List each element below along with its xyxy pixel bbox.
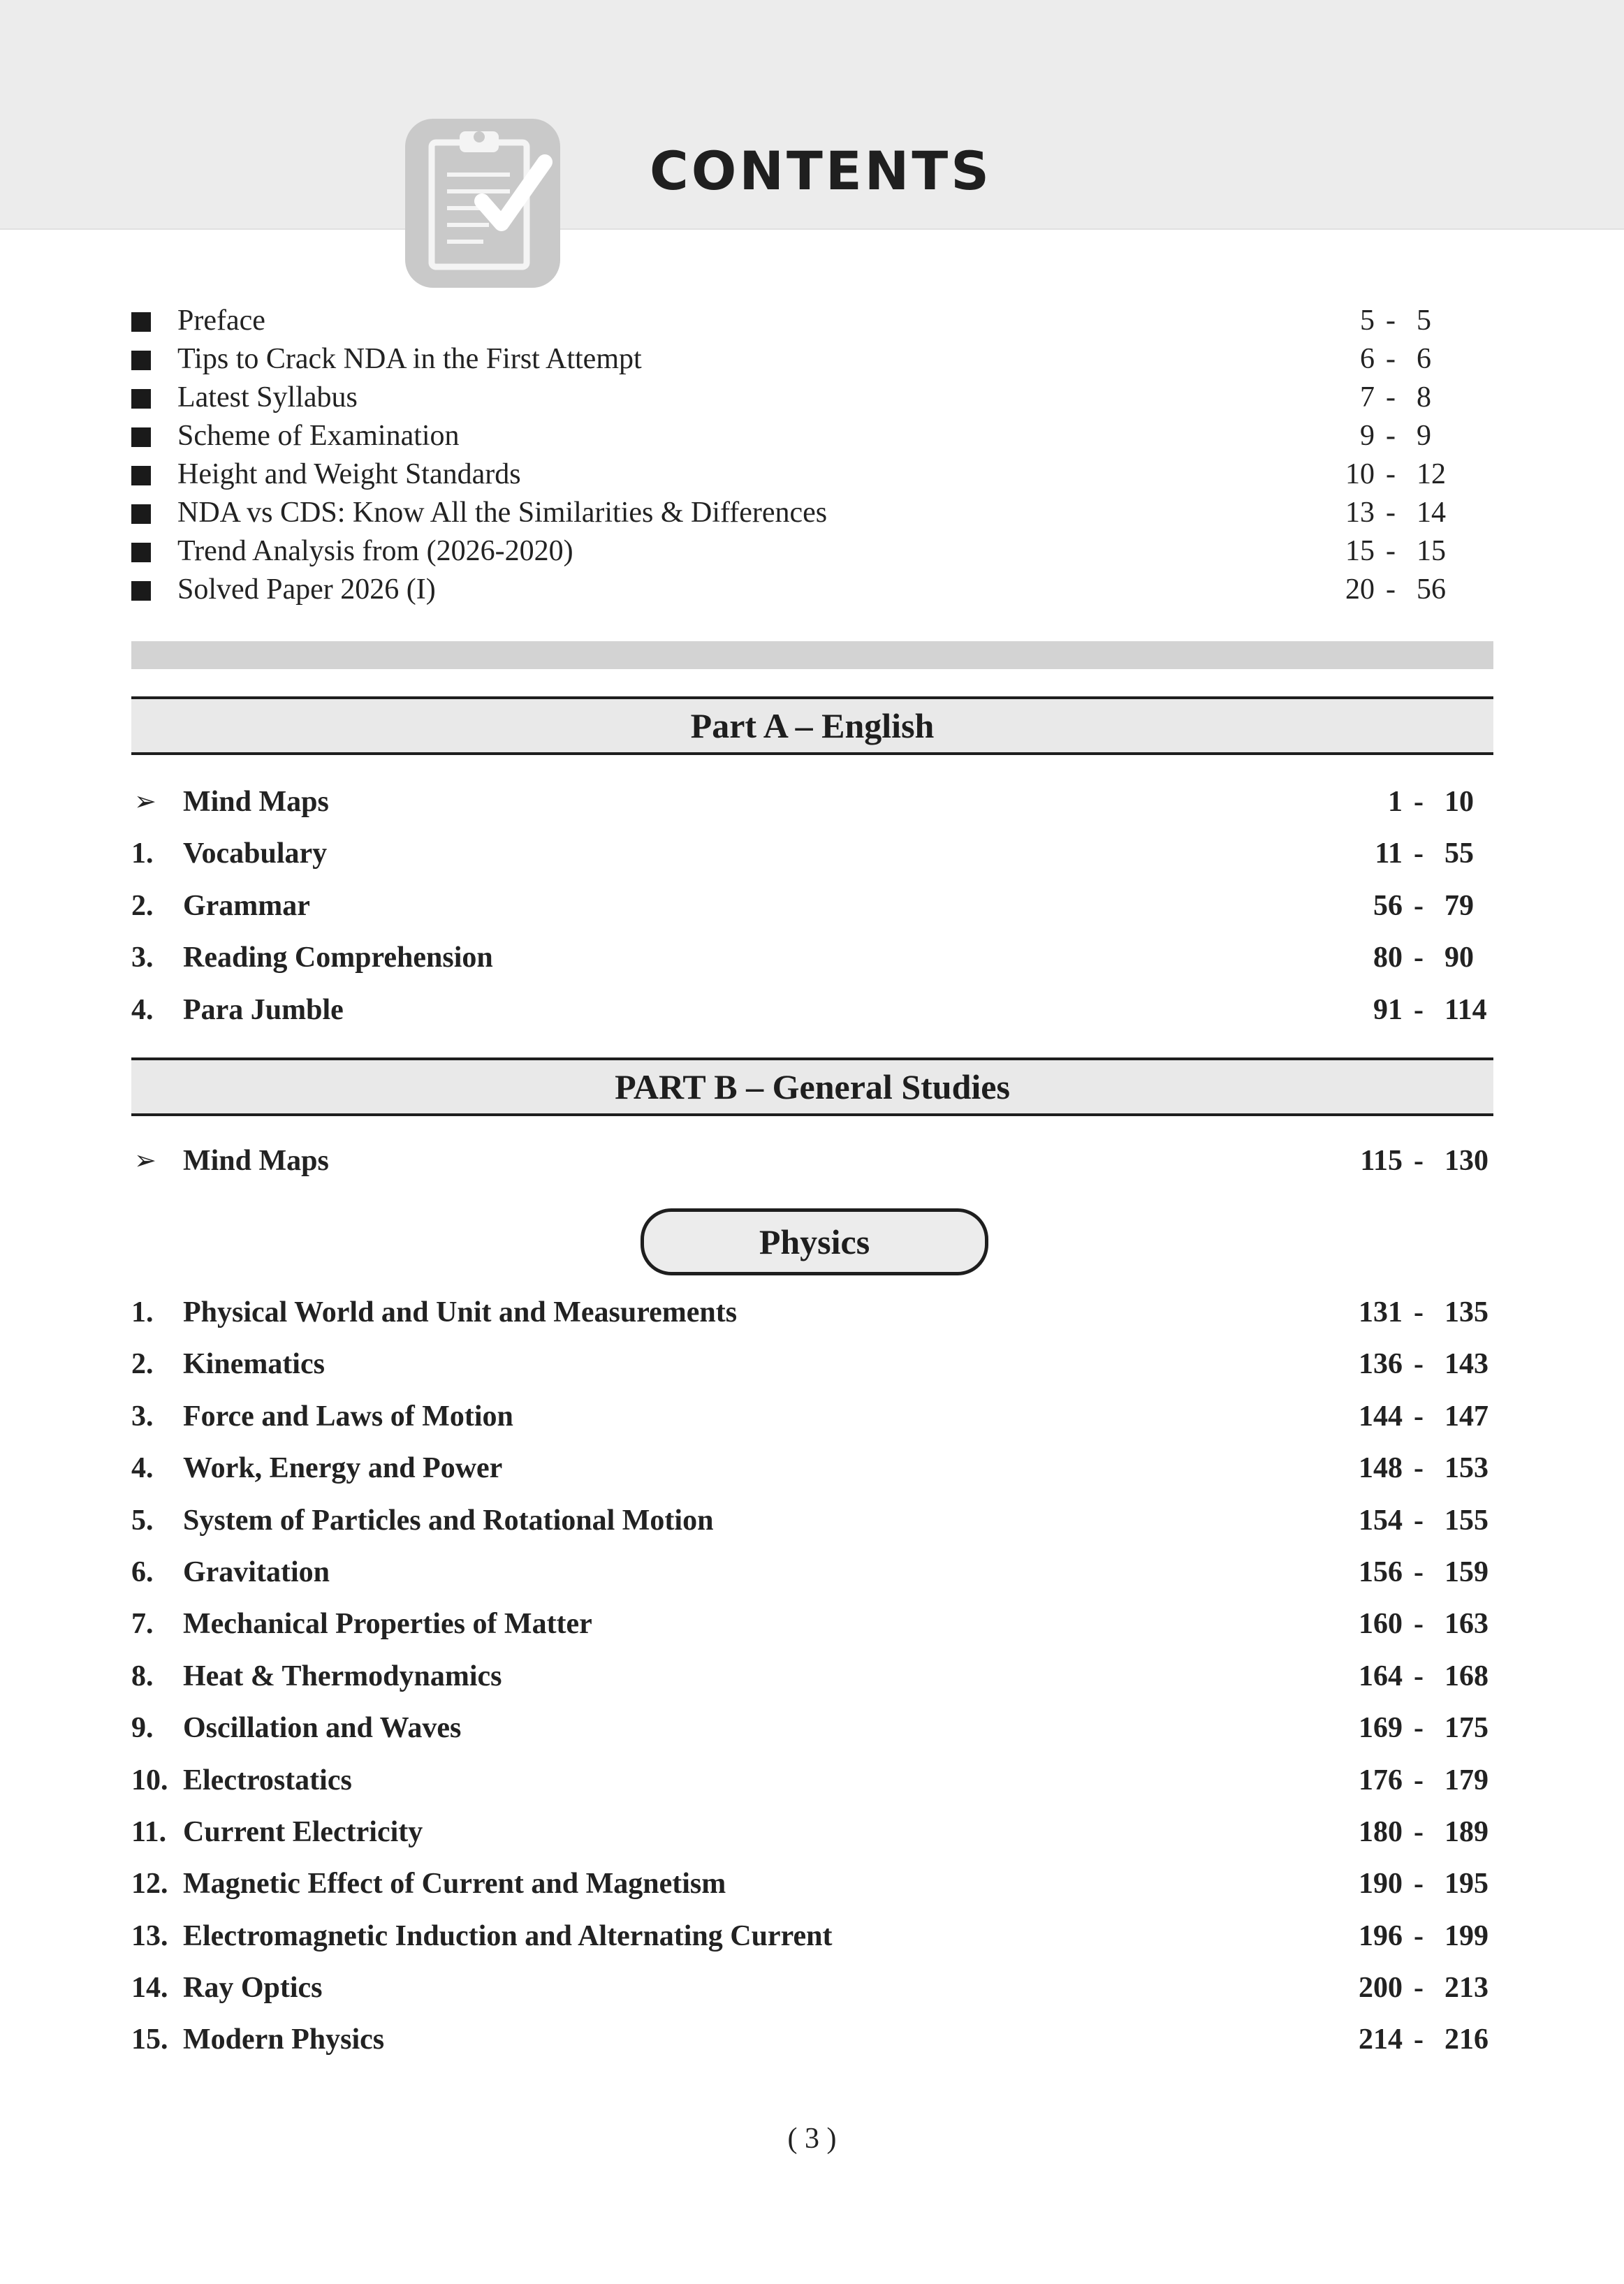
page-end: 189 [1444, 1815, 1488, 1848]
item-label: Kinematics [183, 1348, 325, 1381]
square-bullet-icon [131, 312, 151, 332]
page-range [1291, 455, 1472, 494]
square-bullet-icon [131, 543, 151, 562]
front-matter-item [131, 302, 1472, 340]
item-number: 13. [131, 1919, 168, 1952]
arrow-bullet-icon: ➢ [134, 1146, 156, 1176]
page-end: 179 [1444, 1764, 1488, 1796]
page-end: 199 [1444, 1919, 1488, 1952]
page-range [1319, 1702, 1500, 1754]
page-start: 91 [1373, 993, 1403, 1026]
page-range [1319, 1442, 1500, 1494]
toc-item [131, 1806, 1493, 1858]
page-end: 6 [1417, 343, 1431, 375]
page-range [1319, 828, 1500, 879]
toc-item [131, 1546, 1493, 1598]
page-end: 130 [1444, 1145, 1488, 1177]
item-number: 3. [131, 942, 154, 974]
item-number: 5. [131, 1504, 154, 1537]
page-start: 10 [1345, 458, 1375, 490]
item-label: Ray Optics [183, 1972, 323, 2005]
item-label: NDA vs CDS: Know All the Similarities & Differences [177, 497, 828, 529]
page-range [1319, 1806, 1500, 1858]
item-number: 7. [131, 1608, 154, 1641]
item-label: Trend Analysis from (2026-2020) [177, 535, 573, 567]
page-range [1319, 1650, 1500, 1702]
range-dash: - [1386, 573, 1396, 606]
toc-item [131, 1338, 1493, 1390]
item-number: 15. [131, 2023, 168, 2056]
page-range [1319, 1962, 1500, 2014]
range-dash: - [1386, 535, 1396, 567]
page-start: 156 [1359, 1555, 1403, 1588]
range-dash: - [1414, 1555, 1424, 1588]
item-label: Work, Energy and Power [183, 1452, 503, 1485]
page-end: 195 [1444, 1868, 1488, 1901]
page-range [1319, 1910, 1500, 1962]
range-dash: - [1386, 497, 1396, 529]
toc-item [131, 828, 1493, 879]
range-dash: - [1414, 993, 1424, 1026]
page-start: 180 [1359, 1815, 1403, 1848]
item-number: 14. [131, 1972, 168, 2005]
page-range [1319, 984, 1500, 1036]
page-range [1319, 1598, 1500, 1650]
page-start: 20 [1345, 573, 1375, 606]
page-range [1319, 1287, 1500, 1338]
page-end: 14 [1417, 497, 1446, 529]
page-start: 131 [1359, 1296, 1403, 1328]
page-end: 147 [1444, 1400, 1488, 1433]
page-end: 175 [1444, 1712, 1488, 1745]
range-dash: - [1414, 889, 1424, 922]
page-start: 160 [1359, 1608, 1403, 1641]
item-number: 2. [131, 889, 154, 922]
page-range [1319, 1391, 1500, 1442]
item-label: Mind Maps [183, 1145, 329, 1177]
page-end: 216 [1444, 2023, 1488, 2056]
square-bullet-icon [131, 504, 151, 524]
page-end: 56 [1417, 573, 1446, 606]
item-label: Tips to Crack NDA in the First Attempt [177, 343, 642, 375]
toc-item [131, 1287, 1493, 1338]
range-dash: - [1414, 1919, 1424, 1952]
item-label: System of Particles and Rotational Motion [183, 1504, 714, 1537]
toc-item [131, 1702, 1493, 1754]
item-label: Electrostatics [183, 1764, 352, 1796]
page-start: 169 [1359, 1712, 1403, 1745]
page-start: 176 [1359, 1764, 1403, 1796]
page-start: 5 [1360, 305, 1375, 337]
square-bullet-icon [131, 581, 151, 601]
toc-item [131, 932, 1493, 983]
toc-item [131, 1442, 1493, 1494]
page-end: 90 [1444, 942, 1474, 974]
page-range [1319, 1338, 1500, 1390]
page-start: 13 [1345, 497, 1375, 529]
range-dash: - [1414, 2023, 1424, 2056]
page-end: 55 [1444, 837, 1474, 870]
page-start: 7 [1360, 381, 1375, 413]
page-end: 114 [1444, 993, 1487, 1026]
range-dash: - [1414, 1815, 1424, 1848]
page-end: 5 [1417, 305, 1431, 337]
page-end: 213 [1444, 1972, 1488, 2005]
toc-item [131, 1755, 1493, 1806]
range-dash: - [1414, 1296, 1424, 1328]
physics-chapter-list [131, 1287, 1493, 2066]
item-number: 10. [131, 1764, 168, 1796]
page-range [1319, 1858, 1500, 1910]
page-range [1291, 340, 1472, 379]
part-b-header: PART B – General Studies [131, 1057, 1493, 1116]
page-end: 15 [1417, 535, 1446, 567]
page-title: CONTENTS [650, 140, 992, 202]
item-label: Magnetic Effect of Current and Magnetism [183, 1868, 726, 1901]
front-matter-item [131, 455, 1472, 494]
item-label: Modern Physics [183, 2023, 385, 2056]
item-number: 2. [131, 1348, 154, 1381]
item-number: 6. [131, 1555, 154, 1588]
item-label: Height and Weight Standards [177, 458, 521, 490]
page-end: 163 [1444, 1608, 1488, 1641]
page-start: 11 [1375, 837, 1403, 870]
page-range [1319, 880, 1500, 932]
page-end: 168 [1444, 1660, 1488, 1692]
page-range [1291, 302, 1472, 340]
front-matter-item [131, 571, 1472, 609]
page-start: 115 [1360, 1145, 1403, 1177]
page-range [1319, 1495, 1500, 1546]
item-label: Solved Paper 2026 (I) [177, 573, 436, 606]
front-matter-item [131, 340, 1472, 379]
page-end: 8 [1417, 381, 1431, 413]
item-label: Para Jumble [183, 993, 344, 1026]
item-label: Physical World and Unit and Measurements [183, 1296, 738, 1328]
range-dash: - [1386, 381, 1396, 413]
range-dash: - [1386, 458, 1396, 490]
item-number: 4. [131, 993, 154, 1026]
item-number: 4. [131, 1452, 154, 1485]
toc-item [131, 984, 1493, 1036]
page-start: 6 [1360, 343, 1375, 375]
toc-item [131, 1495, 1493, 1546]
item-label: Scheme of Examination [177, 420, 460, 452]
toc-item [131, 1650, 1493, 1702]
range-dash: - [1414, 1712, 1424, 1745]
item-number: 8. [131, 1660, 154, 1692]
range-dash: - [1414, 1660, 1424, 1692]
item-number: 12. [131, 1868, 168, 1901]
range-dash: - [1414, 1452, 1424, 1485]
page-start: 214 [1359, 2023, 1403, 2056]
item-label: Current Electricity [183, 1815, 423, 1848]
range-dash: - [1414, 1145, 1424, 1177]
page-range [1319, 1755, 1500, 1806]
front-matter-item [131, 532, 1472, 571]
toc-item [131, 1962, 1493, 2014]
range-dash: - [1414, 1868, 1424, 1901]
physics-section-heading: Physics [641, 1208, 988, 1275]
page-start: 200 [1359, 1972, 1403, 2005]
range-dash: - [1414, 1504, 1424, 1537]
page-start: 136 [1359, 1348, 1403, 1381]
item-label: Electromagnetic Induction and Alternating Current [183, 1919, 833, 1952]
range-dash: - [1414, 837, 1424, 870]
item-number: 1. [131, 837, 154, 870]
english-chapter-list [131, 776, 1493, 1036]
item-number: 9. [131, 1712, 154, 1745]
page-range [1291, 532, 1472, 571]
range-dash: - [1414, 786, 1424, 818]
page-range [1291, 417, 1472, 455]
item-label: Grammar [183, 889, 310, 922]
clipboard-check-icon [405, 119, 560, 288]
range-dash: - [1414, 1348, 1424, 1381]
toc-item [131, 2014, 1493, 2065]
item-label: Mind Maps [183, 786, 329, 818]
item-number: 11. [131, 1815, 167, 1848]
page-range [1291, 379, 1472, 417]
range-dash: - [1386, 343, 1396, 375]
front-matter-item [131, 417, 1472, 455]
front-matter-item [131, 494, 1472, 532]
square-bullet-icon [131, 389, 151, 409]
square-bullet-icon [131, 351, 151, 370]
range-dash: - [1386, 305, 1396, 337]
page-end: 143 [1444, 1348, 1488, 1381]
toc-item [131, 1598, 1493, 1650]
item-number: 1. [131, 1296, 154, 1328]
range-dash: - [1414, 1400, 1424, 1433]
page-start: 190 [1359, 1868, 1403, 1901]
page-end: 155 [1444, 1504, 1488, 1537]
toc-item [131, 1858, 1493, 1910]
item-label: Reading Comprehension [183, 942, 493, 974]
page-start: 154 [1359, 1504, 1403, 1537]
item-label: Vocabulary [183, 837, 328, 870]
page-end: 135 [1444, 1296, 1488, 1328]
range-dash: - [1414, 942, 1424, 974]
page-end: 79 [1444, 889, 1474, 922]
page-range [1319, 1546, 1500, 1598]
item-label: Gravitation [183, 1555, 330, 1588]
general-studies-mind-maps [131, 1135, 1493, 1187]
page-end: 9 [1417, 420, 1431, 452]
page-start: 1 [1388, 786, 1403, 818]
toc-item [131, 1910, 1493, 1962]
page-number: ( 3 ) [787, 2123, 837, 2155]
page-start: 9 [1360, 420, 1375, 452]
toc-item-mind-maps [131, 776, 1493, 828]
item-label: Oscillation and Waves [183, 1712, 462, 1745]
range-dash: - [1386, 420, 1396, 452]
page-end: 12 [1417, 458, 1446, 490]
square-bullet-icon [131, 466, 151, 485]
page-start: 148 [1359, 1452, 1403, 1485]
page-range [1319, 776, 1500, 828]
page-end: 153 [1444, 1452, 1488, 1485]
range-dash: - [1414, 1764, 1424, 1796]
page-range [1319, 932, 1500, 983]
page-range [1319, 1135, 1500, 1187]
item-number: 3. [131, 1400, 154, 1433]
page-start: 164 [1359, 1660, 1403, 1692]
toc-item-mind-maps [131, 1135, 1493, 1187]
item-label: Force and Laws of Motion [183, 1400, 513, 1433]
page-range [1291, 494, 1472, 532]
page-end: 10 [1444, 786, 1474, 818]
range-dash: - [1414, 1972, 1424, 2005]
front-matter-item [131, 379, 1472, 417]
toc-item [131, 1391, 1493, 1442]
page-start: 144 [1359, 1400, 1403, 1433]
item-label: Preface [177, 305, 265, 337]
arrow-bullet-icon: ➢ [134, 787, 156, 817]
page-start: 15 [1345, 535, 1375, 567]
item-label: Latest Syllabus [177, 381, 358, 413]
item-label: Mechanical Properties of Matter [183, 1608, 592, 1641]
range-dash: - [1414, 1608, 1424, 1641]
section-divider-bar [131, 641, 1493, 669]
page-range [1291, 571, 1472, 609]
page-range [1319, 2014, 1500, 2065]
item-label: Heat & Thermodynamics [183, 1660, 502, 1692]
toc-item [131, 880, 1493, 932]
page-start: 56 [1373, 889, 1403, 922]
page-end: 159 [1444, 1555, 1488, 1588]
part-a-header: Part A – English [131, 696, 1493, 755]
page-start: 196 [1359, 1919, 1403, 1952]
front-matter-list [131, 302, 1472, 609]
page-start: 80 [1373, 942, 1403, 974]
square-bullet-icon [131, 427, 151, 447]
